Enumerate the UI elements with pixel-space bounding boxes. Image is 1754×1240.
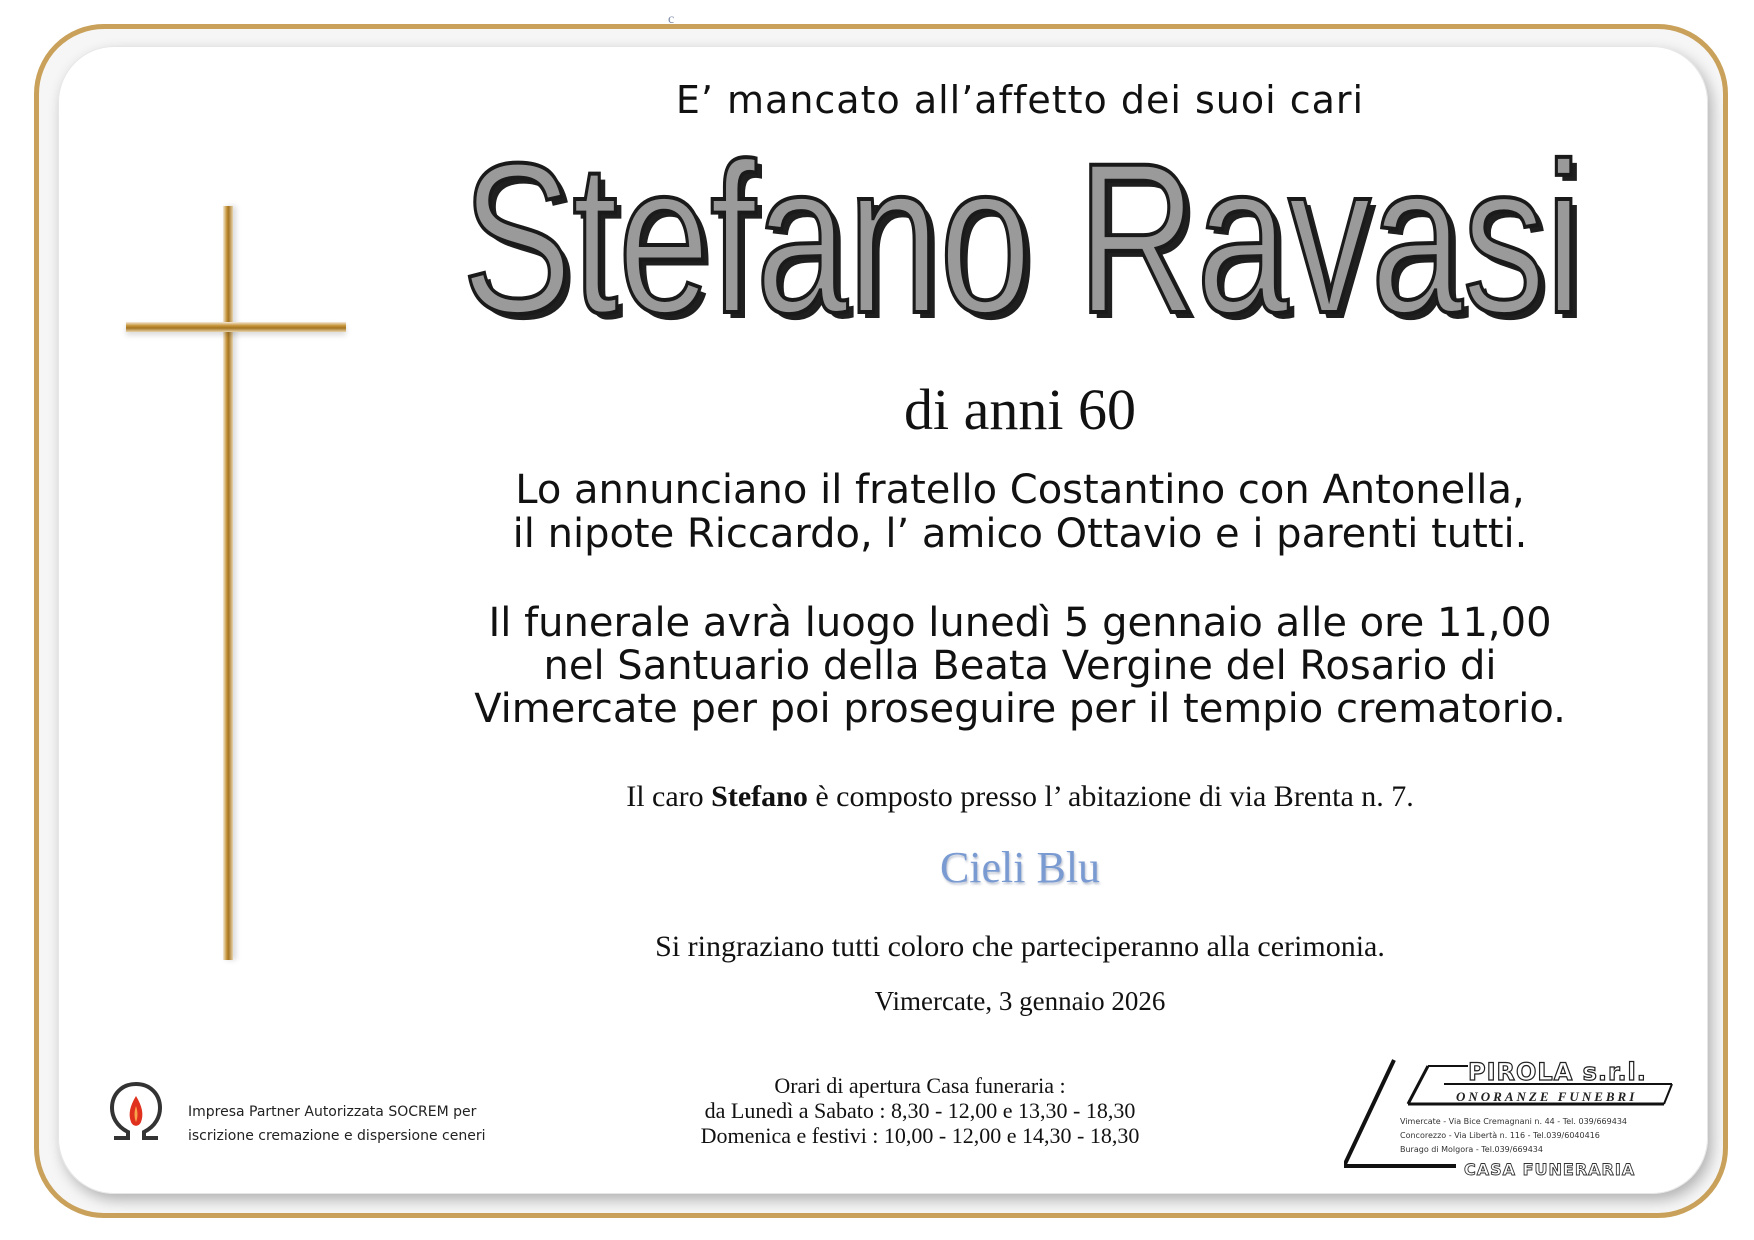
deceased-name	[380, 140, 1660, 360]
announce-line-2: il nipote Riccardo, l’ amico Ottavio e i parenti tutti.	[512, 511, 1528, 557]
name-shadow: Stefano Ravasi	[468, 140, 1588, 360]
socrem-line-1: Impresa Partner Autorizzata SOCREM per	[188, 1104, 477, 1120]
home-name: Stefano	[711, 780, 808, 813]
pirola-address-1: Vimercate - Via Bice Cremagnani n. 44 - Tel. 039/669434	[1400, 1117, 1627, 1126]
music-title: Cieli Blu	[939, 843, 1101, 892]
socrem-logo-icon	[100, 1076, 172, 1148]
funeral-line-2: nel Santuario della Beata Vergine del Rosario di	[543, 643, 1497, 689]
age-text: di anni 60	[904, 377, 1136, 442]
home-prefix: Il caro	[626, 780, 704, 813]
name-text: Stefano Ravasi	[462, 140, 1582, 358]
thanks-text: Si ringraziano tutti coloro che parteciperanno alla cerimonia.	[655, 930, 1385, 963]
hours-weekdays: da Lunedì a Sabato : 8,30 - 12,00 e 13,30 - 18,30	[704, 1098, 1136, 1123]
home-suffix: è composto presso l’ abitazione di via Brenta n. 7.	[815, 780, 1414, 813]
cross-icon	[126, 206, 346, 960]
intro-text: E’ mancato all’affetto dei suoi cari	[675, 78, 1365, 122]
pirola-name: PIROLA s.r.l.	[1468, 1058, 1647, 1086]
opening-hours	[640, 1073, 1200, 1148]
top-mark: c	[668, 12, 675, 27]
hours-holidays: Domenica e festivi : 10,00 - 12,00 e 14,30 - 18,30	[700, 1123, 1140, 1148]
home-location	[380, 780, 1660, 814]
funeral-info	[380, 602, 1660, 731]
dateline: Vimercate, 3 gennaio 2026	[874, 986, 1166, 1016]
pirola-subtitle: ONORANZE FUNEBRI	[1456, 1089, 1638, 1104]
pirola-logo	[1344, 1056, 1674, 1180]
funeral-line-3: Vimercate per poi proseguire per il tempio crematorio.	[474, 686, 1566, 732]
socrem-line-2: iscrizione cremazione e dispersione ceneri	[188, 1128, 486, 1144]
pirola-address-3: Burago di Molgora - Tel.039/669434	[1400, 1145, 1543, 1154]
announce-line-1: Lo annunciano il fratello Costantino con Antonella,	[515, 467, 1525, 513]
announcement	[380, 468, 1660, 556]
funeral-line-1: Il funerale avrà luogo lunedì 5 gennaio alle ore 11,00	[488, 600, 1552, 646]
hours-title: Orari di apertura Casa funeraria :	[774, 1073, 1066, 1098]
pirola-casa-funeraria: CASA FUNERARIA	[1464, 1160, 1636, 1179]
pirola-address-2: Concorezzo - Via Libertà n. 116 - Tel.039/6040416	[1400, 1131, 1600, 1140]
